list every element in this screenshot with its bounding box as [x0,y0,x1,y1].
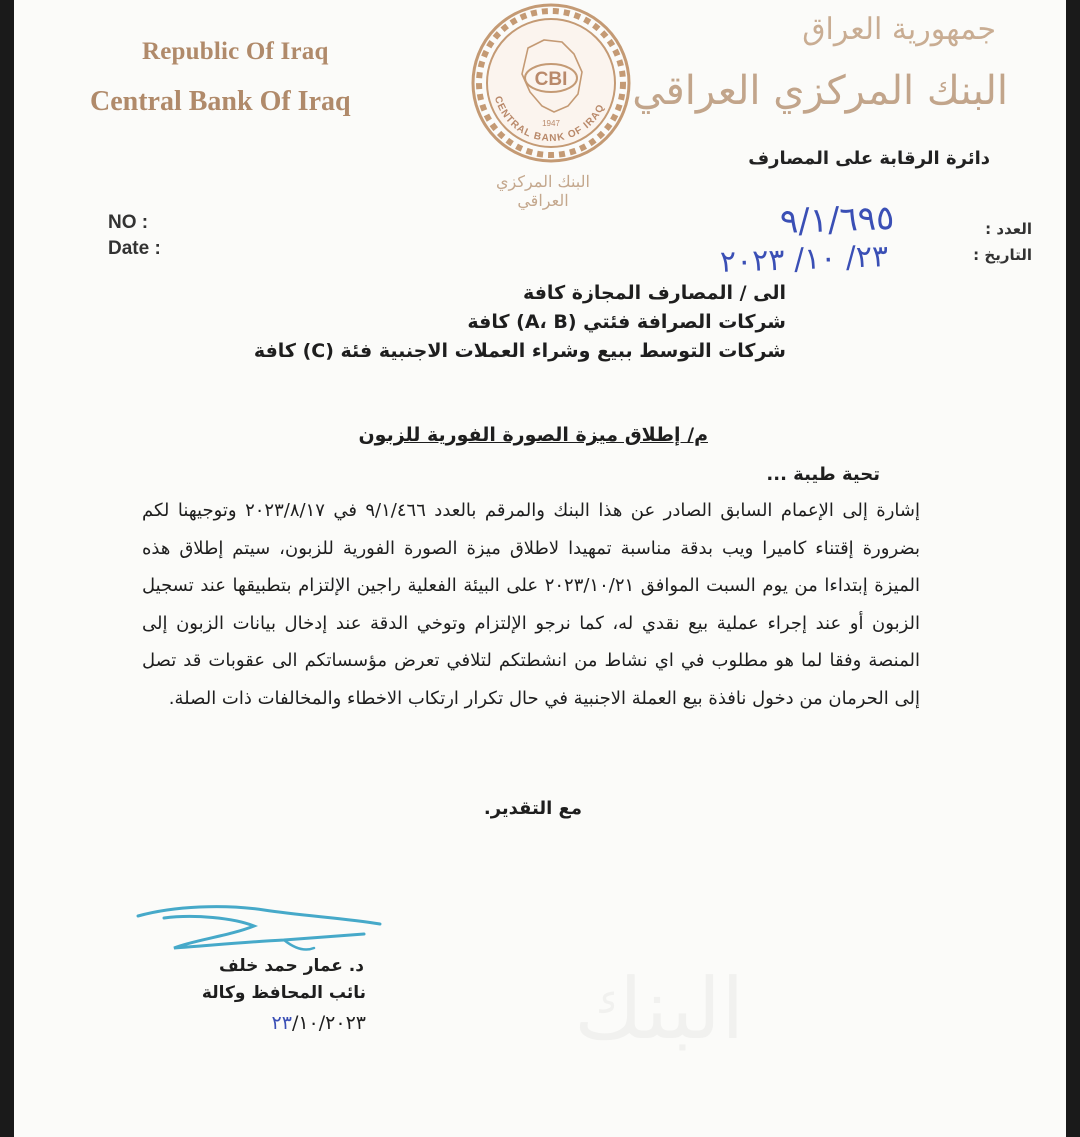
handwritten-ref-number: ٩/١/٦٩٥ [779,198,895,242]
signatory-title: نائب المحافظ وكالة [201,983,366,1003]
addressee-line-1: الى / المصارف المجازة كافة [522,282,786,304]
closing: مع التقدير. [483,798,582,819]
handwritten-ref-date: ٢٣/ ١٠/ ٢٠٢٣ [719,239,889,280]
greeting: تحية طيبة ... [766,464,880,485]
header-bank-ar: البنك المركزي العراقي [632,68,1008,114]
addressee-line-3: شركات التوسط ببيع وشراء العملات الاجنبية فئة (C) كافة [253,340,786,362]
seal-year: 1947 [542,119,560,128]
signatory-name: د. عمار حمد خلف [218,956,364,976]
signature-date [272,1012,366,1034]
ref-no-label-ar: العدد : [985,220,1032,238]
body-paragraph: إشارة إلى الإعمام السابق الصادر عن هذا البنك والمرقم بالعدد ٩/١/٤٦٦ في ٢٠٢٣/٨/١٧ وتوجيهنا لكم بضرورة إقتناء كاميرا ويب بدقة مناسبة تمهيدا لاطلاق ميزة الصورة الفورية للزبون، سيتم إطلاق هذه الميزة إبتداءا من يوم السبت الموافق ٢٠٢٣/١٠/٢١ على البيئة الفعلية راجين الإلتزام بتطبيقها عند تسجيل الزبون أو عند إجراء عملية بيع نقدي له، كما نرجو الإلتزام وتوخي الدقة عند إدخال بيانات الزبون إلى المنصة وفقا لما هو مطلوب في اي نشاط من انشطتكم لتلافي تعرض مؤسساتكم الى عقوبات قد تصل إلى الحرمان من دخول نافذة بيع العملة الاجنبية في حال تكرار ارتكاب الاخطاء والمخالفات ذات الصلة. [142,500,920,709]
seal-ring-text: CENTRAL BANK OF IRAQ [491,94,608,145]
addressee-line-2: شركات الصرافة فئتي (A، B) كافة [467,311,786,333]
ref-date-label-ar: التاريخ : [973,246,1032,264]
header-department-ar: دائرة الرقابة على المصارف [748,148,990,169]
background-watermark [574,960,744,1058]
ref-date-label-en: Date : [108,238,161,259]
header-country-ar: جمهورية العراق [802,12,996,47]
seal-caption: البنك المركزي العراقي [496,172,590,210]
letter-subject: م/ إطلاق ميزة الصورة الفورية للزبون [358,424,708,446]
signature-date-day: ٢٣ [271,1012,292,1034]
letter-page [14,0,1066,1137]
seal-center-text: CBI [534,69,568,90]
signature-date-rest: /١٠/٢٠٢٣ [291,1012,366,1034]
header-bank-en: Central Bank Of Iraq [90,86,351,117]
header-country-en: Republic Of Iraq [142,38,329,65]
letter-body [142,492,1060,717]
cbi-seal-logo [470,2,632,164]
ref-no-label-en: NO : [108,212,149,233]
